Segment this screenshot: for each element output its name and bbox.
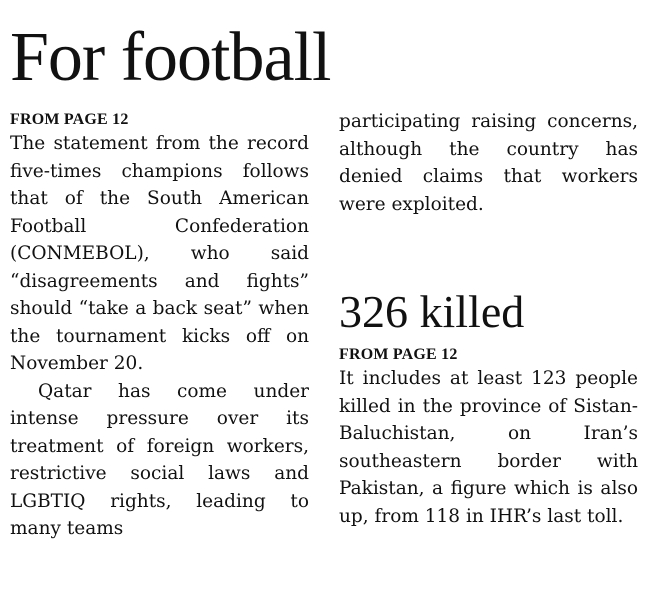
story2-block <box>339 287 638 530</box>
story1-right-column <box>339 108 638 218</box>
story1-paragraph-1: The statement from the record five-times champions follows that of the South American Football Confederation (CONMEBOL), who said “disagreements and fights” should “take a back seat” when the tournament kicks off on November 20. <box>10 133 309 374</box>
story1-left-column <box>10 110 309 543</box>
headline-326-killed: 326 killed <box>339 286 525 337</box>
story1-kicker: FROM PAGE 12 <box>10 111 129 128</box>
story1-paragraph-2: Qatar has come under intense pressure over its treatment of foreign workers, restrictive social laws and LGBTIQ rights, leading to many teams <box>10 380 309 539</box>
story1-continuation: participating raising concerns, although the country has denied claims that workers were exploited. <box>339 111 638 215</box>
story2-paragraph-1: It includes at least 123 people killed in the province of Sistan-Baluchistan, on Iran’s southeastern border with Pakistan, a figure which is also up, from 118 in IHR’s last toll. <box>339 368 638 527</box>
headline-for-football: For football <box>10 19 331 96</box>
story2-kicker: FROM PAGE 12 <box>339 346 458 363</box>
